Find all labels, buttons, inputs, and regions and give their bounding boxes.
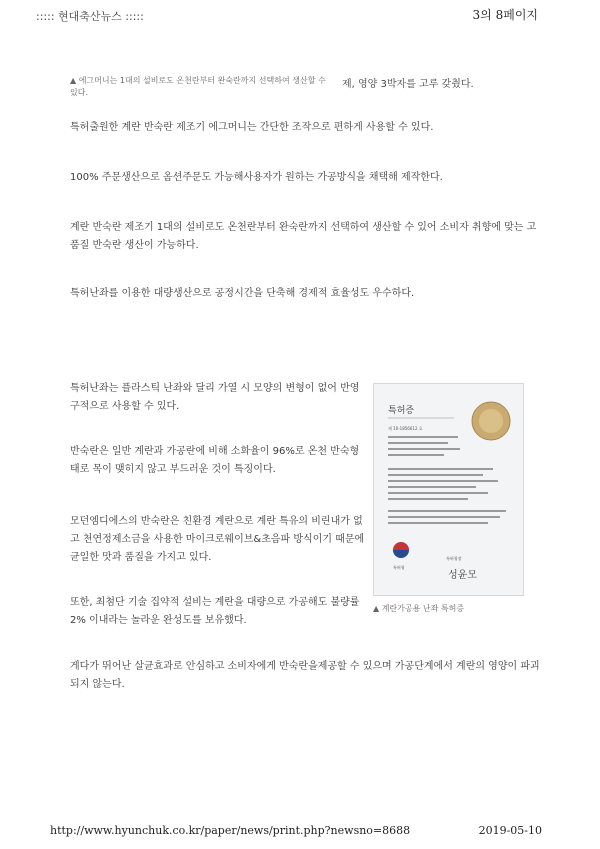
patent-certificate-image <box>373 383 524 596</box>
paragraph-8: 또한, 최첨단 기술 집약적 설비는 계란을 대량으로 가공해도 불량률 2% 이내라는 놀라운 완성도를 보유했다. <box>70 597 360 626</box>
certificate-commissioner: 특허청장 <box>446 556 462 561</box>
paragraph-1: 특허출원한 계란 반숙란 제조기 에그머니는 간단한 조작으로 편하게 사용할 수 있다. <box>70 122 434 133</box>
paragraph-9: 게다가 뛰어난 살균효과로 안심하고 소비자에게 반숙란을제공할 수 있으며 가공단계에서 계란의 영양이 파괴되지 않는다. <box>70 661 540 690</box>
paragraph-6: 반숙란은 일반 계란과 가공란에 비해 소화율이 96%로 온천 반숙형태로 목이 맺히지 않고 부드러운 것이 특징이다. <box>70 446 360 475</box>
paragraph-3: 계란 반숙란 제조기 1대의 설비로도 온천란부터 완숙란까지 선택하여 생산할 수 있어 소비자 취향에 맞는 고품질 반숙란 생산이 가능하다. <box>70 222 537 251</box>
page-indicator: 3의 8페이지 <box>472 8 538 22</box>
photo-caption: ▲ 에그머니는 1대의 설비로도 온천란부터 완숙란까지 선택하여 생산할 수 있다. <box>70 76 326 97</box>
certificate-caption: ▲ 계란가공용 난좌 특허증 <box>373 604 465 613</box>
header-site-name: ::::: 현대축산뉴스 ::::: <box>36 10 144 23</box>
paragraph-2: 100% 주문생산으로 옴션주문도 가능해사용자가 원하는 가공방식을 채택해 제작한다. <box>70 172 443 183</box>
certificate-office: 특허청 <box>393 565 405 570</box>
certificate-signature: 성윤모 <box>448 570 477 581</box>
footer-url: http://www.hyunchuk.co.kr/paper/news/print.php?newsno=8688 <box>50 824 411 837</box>
paragraph-5: 특허난좌는 플라스틱 난좌와 달리 가열 시 모양의 변형이 없어 반영구적으로 사용할 수 있다. <box>70 383 360 412</box>
certificate-number: 제 10-1856612 호 <box>388 426 423 431</box>
paragraph-7: 모던엠디에스의 반숙란은 친환경 계란으로 계란 특유의 비린내가 없고 천연정제소금을 사용한 마이크로웨이브&초음파 방식이기 때문에 균일한 맛과 품질을 가지고 있다. <box>70 516 365 563</box>
slogan-fragment: 제, 영양 3박자를 고루 갖췄다. <box>342 79 474 90</box>
paragraph-4: 특허난좌를 이용한 대량생산으로 공정시간을 단축해 경제적 효율성도 우수하다. <box>70 288 415 299</box>
footer-date: 2019-05-10 <box>478 824 542 837</box>
certificate-title: 특허증 <box>388 406 415 416</box>
